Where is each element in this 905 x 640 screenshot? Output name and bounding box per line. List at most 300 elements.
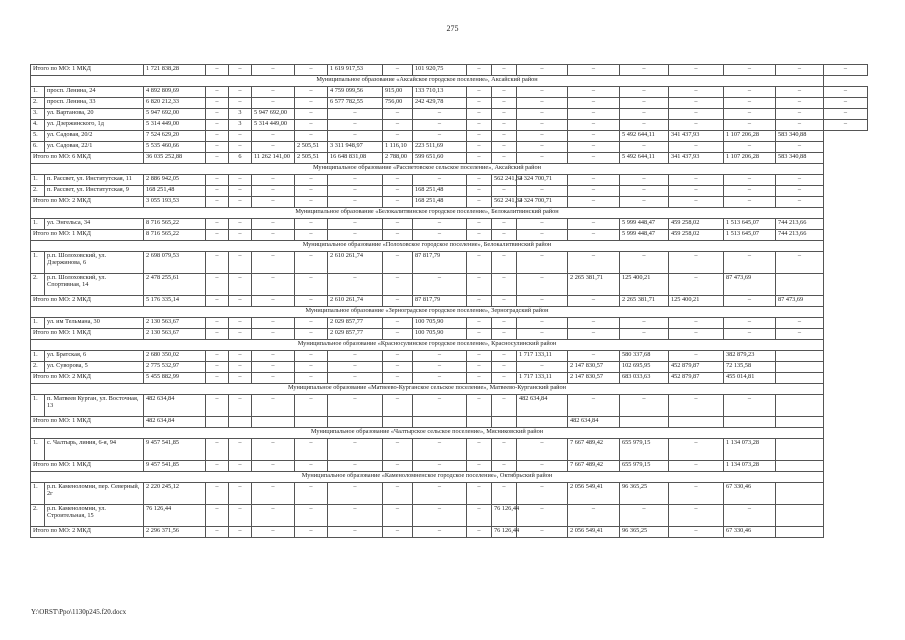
amount-cell: 2 265 381,71 (620, 296, 669, 307)
building-address: ул. Дзержинского, 1д (45, 120, 144, 131)
amount-cell: – (206, 131, 229, 142)
amount-cell: 482 634,84 (568, 417, 620, 428)
amount-cell: 2 296 371,56 (144, 527, 206, 538)
amount-cell: – (467, 318, 492, 329)
amount-cell: – (724, 98, 776, 109)
amount-cell: – (492, 461, 517, 472)
building-address: с. Чалтырь, линия, 6-я, 94 (45, 439, 144, 461)
row-number: 1. (31, 219, 45, 230)
amount-cell: 3 055 193,53 (144, 197, 206, 208)
amount-cell: – (492, 296, 517, 307)
row-number: 2. (31, 274, 45, 296)
amount-cell: 2 505,51 (295, 153, 328, 164)
amount-cell: – (517, 87, 568, 98)
amount-cell: – (206, 252, 229, 274)
amount-cell: – (669, 142, 724, 153)
amount-cell: – (383, 186, 413, 197)
amount-cell: – (295, 362, 328, 373)
amount-cell: – (206, 120, 229, 131)
amount-cell: – (229, 296, 252, 307)
amount-cell: – (328, 351, 383, 362)
total-row (31, 417, 868, 428)
amount-cell: 2 698 079,53 (144, 252, 206, 274)
amount-cell: – (492, 351, 517, 362)
amount-cell: 102 695,95 (620, 362, 669, 373)
amount-cell: – (669, 505, 724, 527)
building-row (31, 252, 868, 274)
amount-cell: 7 667 489,42 (568, 461, 620, 472)
amount-cell: – (492, 109, 517, 120)
total-row (31, 373, 868, 384)
amount-cell: 2 265 381,71 (568, 274, 620, 296)
amount-cell: 3 311 948,97 (328, 142, 383, 153)
amount-cell: – (724, 186, 776, 197)
amount-cell: – (206, 527, 229, 538)
amount-cell: – (776, 65, 824, 76)
amount-cell: 2 147 830,57 (568, 362, 620, 373)
amount-cell: 2 324 700,71 (517, 197, 568, 208)
amount-cell: – (229, 527, 252, 538)
row-number: 5. (31, 131, 45, 142)
amount-cell: – (229, 351, 252, 362)
amount-cell: – (206, 186, 229, 197)
amount-cell: – (669, 197, 724, 208)
amount-cell: – (467, 142, 492, 153)
amount-cell: – (467, 395, 492, 417)
building-row (31, 318, 868, 329)
amount-cell: – (328, 483, 383, 505)
amount-cell: – (413, 373, 467, 384)
amount-cell: – (252, 131, 295, 142)
total-label: Итого по МО: 2 МКД (31, 197, 144, 208)
building-row (31, 120, 868, 131)
amount-cell: – (252, 483, 295, 505)
amount-cell: – (568, 395, 620, 417)
amount-cell: – (252, 197, 295, 208)
building-address: ул. Братская, 6 (45, 351, 144, 362)
building-address: ул. им Тельмана, 30 (45, 318, 144, 329)
amount-cell: – (383, 65, 413, 76)
amount-cell: – (492, 329, 517, 340)
amount-cell: – (229, 373, 252, 384)
amount-cell: – (295, 252, 328, 274)
amount-cell: – (517, 505, 568, 527)
building-row (31, 142, 868, 153)
amount-cell: – (724, 65, 776, 76)
amount-cell: – (295, 527, 328, 538)
amount-cell: – (467, 65, 492, 76)
amount-cell: – (669, 351, 724, 362)
municipality-header-row (31, 241, 868, 252)
amount-cell: 1 717 133,11 (517, 373, 568, 384)
amount-cell: 683 033,63 (620, 373, 669, 384)
building-address: п. Матвеев Курган, ул. Восточная, 13 (45, 395, 144, 417)
amount-cell: – (724, 252, 776, 274)
amount-cell: – (669, 318, 724, 329)
amount-cell: – (328, 505, 383, 527)
amount-cell: – (669, 527, 724, 538)
amount-cell: – (620, 197, 669, 208)
amount-cell: – (620, 109, 669, 120)
amount-cell: – (620, 186, 669, 197)
amount-cell (206, 417, 229, 428)
amount-cell: – (724, 197, 776, 208)
municipality-header-row (31, 76, 868, 87)
amount-cell: – (383, 527, 413, 538)
amount-cell: – (620, 98, 669, 109)
amount-cell: 87 473,69 (724, 274, 776, 296)
amount-cell: 11 262 141,00 (252, 153, 295, 164)
amount-cell: – (206, 219, 229, 230)
empty-cell (776, 274, 824, 296)
amount-cell: – (413, 461, 467, 472)
amount-cell: 101 920,75 (413, 65, 467, 76)
amount-cell: 341 437,93 (669, 153, 724, 164)
amount-cell: – (413, 230, 467, 241)
amount-cell: 133 710,13 (413, 87, 467, 98)
amount-cell: – (229, 131, 252, 142)
amount-cell: – (229, 197, 252, 208)
total-row (31, 329, 868, 340)
amount-cell: – (776, 318, 824, 329)
amount-cell: – (295, 329, 328, 340)
building-row (31, 175, 868, 186)
amount-cell: 125 400,21 (669, 296, 724, 307)
amount-cell: 756,00 (383, 98, 413, 109)
amount-cell: – (206, 274, 229, 296)
amount-cell: – (252, 252, 295, 274)
amount-cell: – (492, 120, 517, 131)
amount-cell: 4 892 809,69 (144, 87, 206, 98)
amount-cell: – (669, 252, 724, 274)
building-address: просп. Ленина, 33 (45, 98, 144, 109)
amount-cell: – (724, 505, 776, 527)
amount-cell: – (229, 142, 252, 153)
municipality-name: Муниципальное образование «Чалтырское сельское поселение», Мясниковский район (31, 428, 824, 439)
amount-cell: 562 241,34 (492, 197, 517, 208)
amount-cell: – (669, 175, 724, 186)
amount-cell: – (413, 395, 467, 417)
amount-cell: – (776, 252, 824, 274)
total-label: Итого по МО: 1 МКД (31, 65, 144, 76)
amount-cell: – (620, 65, 669, 76)
amount-cell: – (328, 395, 383, 417)
amount-cell: – (669, 87, 724, 98)
amount-cell (669, 417, 724, 428)
amount-cell: – (776, 329, 824, 340)
amount-cell: – (252, 230, 295, 241)
building-address: р.п. Шолоховский, ул. Спортивная, 14 (45, 274, 144, 296)
amount-cell: – (824, 109, 868, 120)
amount-cell: – (328, 120, 383, 131)
amount-cell: 3 (229, 109, 252, 120)
amount-cell: – (824, 98, 868, 109)
amount-cell: – (206, 505, 229, 527)
amount-cell: – (467, 153, 492, 164)
amount-cell: – (568, 351, 620, 362)
amount-cell: – (252, 65, 295, 76)
amount-cell: 5 314 449,00 (144, 120, 206, 131)
amount-cell: – (517, 439, 568, 461)
amount-cell: 583 340,88 (776, 153, 824, 164)
amount-cell: – (776, 175, 824, 186)
amount-cell: – (467, 505, 492, 527)
amount-cell: – (252, 373, 295, 384)
amount-cell: 168 251,48 (413, 197, 467, 208)
building-row (31, 439, 868, 461)
amount-cell: – (229, 98, 252, 109)
amount-cell: – (467, 296, 492, 307)
amount-cell: – (295, 373, 328, 384)
amount-cell: 341 437,93 (669, 131, 724, 142)
amount-cell: – (295, 395, 328, 417)
amount-cell: – (568, 65, 620, 76)
amount-cell: – (467, 373, 492, 384)
amount-cell: 915,00 (383, 87, 413, 98)
amount-cell: – (776, 109, 824, 120)
amount-cell: 36 035 252,88 (144, 153, 206, 164)
amount-cell: – (206, 318, 229, 329)
amount-cell (229, 417, 252, 428)
amount-cell: 96 365,25 (620, 527, 669, 538)
amount-cell: – (467, 87, 492, 98)
total-label: Итого по МО: 1 МКД (31, 329, 144, 340)
amount-cell: 2 610 261,74 (328, 296, 383, 307)
total-label: Итого по МО: 6 МКД (31, 153, 144, 164)
amount-cell: 452 879,87 (669, 373, 724, 384)
municipality-name: Муниципальное образование «Зерноградское городское поселение», Зерноградский район (31, 307, 824, 318)
amount-cell: – (568, 219, 620, 230)
amount-cell: 4 759 099,56 (328, 87, 383, 98)
amount-cell: – (492, 153, 517, 164)
empty-cell (776, 373, 824, 384)
amount-cell: – (295, 318, 328, 329)
amount-cell: 242 429,78 (413, 98, 467, 109)
amount-cell: 2 130 563,67 (144, 318, 206, 329)
amount-cell: – (492, 274, 517, 296)
empty-cell (776, 362, 824, 373)
building-row (31, 186, 868, 197)
amount-cell: 6 (229, 153, 252, 164)
amount-cell: 2 029 857,77 (328, 318, 383, 329)
municipality-name: Муниципальное образование «Аксайское городское поселение», Аксайский район (31, 76, 824, 87)
amount-cell: 599 651,60 (413, 153, 467, 164)
row-number: 2. (31, 98, 45, 109)
amount-cell: – (252, 98, 295, 109)
amount-cell: – (724, 329, 776, 340)
amount-cell: 100 705,90 (413, 318, 467, 329)
amount-cell: 168 251,48 (413, 186, 467, 197)
amount-cell: – (328, 461, 383, 472)
amount-cell: – (517, 153, 568, 164)
amount-cell: – (206, 87, 229, 98)
amount-cell: – (568, 131, 620, 142)
amount-cell: – (517, 120, 568, 131)
row-number: 1. (31, 175, 45, 186)
amount-cell: – (295, 439, 328, 461)
amount-cell: – (295, 351, 328, 362)
amount-cell: – (620, 142, 669, 153)
amount-cell: – (229, 505, 252, 527)
amount-cell: – (467, 351, 492, 362)
amount-cell (492, 417, 517, 428)
amount-cell: 5 535 460,66 (144, 142, 206, 153)
building-row (31, 98, 868, 109)
amount-cell: 482 634,84 (517, 395, 568, 417)
page-number: 275 (446, 24, 459, 33)
amount-cell: – (669, 120, 724, 131)
amount-cell: – (295, 98, 328, 109)
amount-cell: – (517, 318, 568, 329)
amount-cell: – (413, 175, 467, 186)
amount-cell: – (413, 274, 467, 296)
amount-cell: 2 056 549,41 (568, 527, 620, 538)
total-row (31, 296, 868, 307)
amount-cell: – (328, 197, 383, 208)
amount-cell: – (568, 505, 620, 527)
empty-cell (776, 505, 824, 527)
amount-cell: 2 788,00 (383, 153, 413, 164)
amount-cell: – (383, 373, 413, 384)
amount-cell: 1 619 917,53 (328, 65, 383, 76)
amount-cell: 5 999 448,47 (620, 230, 669, 241)
amount-cell: 2 147 830,57 (568, 373, 620, 384)
amount-cell: – (383, 439, 413, 461)
amount-cell: – (492, 98, 517, 109)
amount-cell: – (383, 252, 413, 274)
amount-cell: – (467, 329, 492, 340)
amount-cell: – (669, 395, 724, 417)
amount-cell: – (620, 175, 669, 186)
amount-cell: – (229, 395, 252, 417)
amount-cell: – (492, 395, 517, 417)
amount-cell: – (776, 197, 824, 208)
amount-cell: 2 610 261,74 (328, 252, 383, 274)
amount-cell: – (383, 505, 413, 527)
amount-cell: – (517, 186, 568, 197)
amount-cell (776, 417, 824, 428)
amount-cell: – (467, 527, 492, 538)
amount-cell: – (252, 219, 295, 230)
amount-cell: – (517, 65, 568, 76)
amount-cell: 5 455 882,99 (144, 373, 206, 384)
amount-cell: 1 134 073,28 (724, 439, 776, 461)
amount-cell: – (724, 120, 776, 131)
amount-cell: 455 014,81 (724, 373, 776, 384)
amount-cell: – (568, 120, 620, 131)
amount-cell: – (252, 296, 295, 307)
amount-cell: – (252, 186, 295, 197)
municipality-name: Муниципальное образование «Каменоломненское городское поселение», Октябрьский район (31, 472, 824, 483)
amount-cell: 1 116,10 (383, 142, 413, 153)
amount-cell: – (824, 120, 868, 131)
amount-cell: – (295, 219, 328, 230)
amount-cell: – (517, 219, 568, 230)
amount-cell: – (229, 230, 252, 241)
empty-cell (776, 439, 824, 461)
amount-cell: – (206, 142, 229, 153)
amount-cell: – (824, 65, 868, 76)
amount-cell: – (620, 318, 669, 329)
amount-cell: 2 324 700,71 (517, 175, 568, 186)
amount-cell: 16 648 831,08 (328, 153, 383, 164)
amount-cell: – (229, 439, 252, 461)
amount-cell (724, 417, 776, 428)
amount-cell: – (467, 219, 492, 230)
amount-cell: – (229, 186, 252, 197)
amount-cell: – (295, 483, 328, 505)
amount-cell: – (206, 109, 229, 120)
municipality-header-row (31, 472, 868, 483)
amount-cell: – (383, 395, 413, 417)
building-row (31, 274, 868, 296)
building-row (31, 351, 868, 362)
amount-cell: – (620, 395, 669, 417)
amount-cell: – (328, 274, 383, 296)
amount-cell: – (229, 483, 252, 505)
building-row (31, 395, 868, 417)
amount-cell: – (724, 142, 776, 153)
amount-cell: 583 340,88 (776, 131, 824, 142)
amount-cell: – (383, 483, 413, 505)
amount-cell: 744 213,66 (776, 230, 824, 241)
amount-cell: 2 886 942,05 (144, 175, 206, 186)
amount-cell: – (295, 186, 328, 197)
municipality-header-row (31, 208, 868, 219)
empty-cell (776, 483, 824, 505)
empty-cell (776, 395, 824, 417)
amount-cell: – (492, 87, 517, 98)
amount-cell: – (328, 230, 383, 241)
amount-cell: – (413, 527, 467, 538)
amount-cell: – (467, 120, 492, 131)
amount-cell: – (206, 373, 229, 384)
amount-cell (620, 417, 669, 428)
amount-cell: – (206, 439, 229, 461)
row-number: 1. (31, 483, 45, 505)
amount-cell: – (467, 186, 492, 197)
building-address: ул. Вартанова, 20 (45, 109, 144, 120)
building-address: р.п. Каменоломни, ул. Строительная, 15 (45, 505, 144, 527)
building-address: ул. Садовая, 20/2 (45, 131, 144, 142)
amount-cell: 223 511,69 (413, 142, 467, 153)
amount-cell: – (517, 142, 568, 153)
amount-cell: – (295, 274, 328, 296)
building-address: ул. Суворова, 5 (45, 362, 144, 373)
total-label: Итого по МО: 2 МКД (31, 373, 144, 384)
amount-cell: – (328, 131, 383, 142)
amount-cell: – (517, 274, 568, 296)
amount-cell: – (252, 329, 295, 340)
amount-cell: – (206, 296, 229, 307)
amount-cell: 76 126,44 (144, 505, 206, 527)
amount-cell: – (724, 318, 776, 329)
row-number: 3. (31, 109, 45, 120)
amount-cell: – (669, 439, 724, 461)
building-row (31, 505, 868, 527)
amount-cell: 5 176 335,14 (144, 296, 206, 307)
amount-cell: – (517, 329, 568, 340)
amount-cell: – (492, 65, 517, 76)
amount-cell: – (669, 274, 724, 296)
amount-cell: 76 126,44 (492, 505, 517, 527)
total-row (31, 65, 868, 76)
amount-cell: 1 107 206,28 (724, 131, 776, 142)
amount-cell: – (620, 120, 669, 131)
empty-cell (776, 351, 824, 362)
building-address: ул. Энгельса, 34 (45, 219, 144, 230)
amount-cell: – (568, 197, 620, 208)
